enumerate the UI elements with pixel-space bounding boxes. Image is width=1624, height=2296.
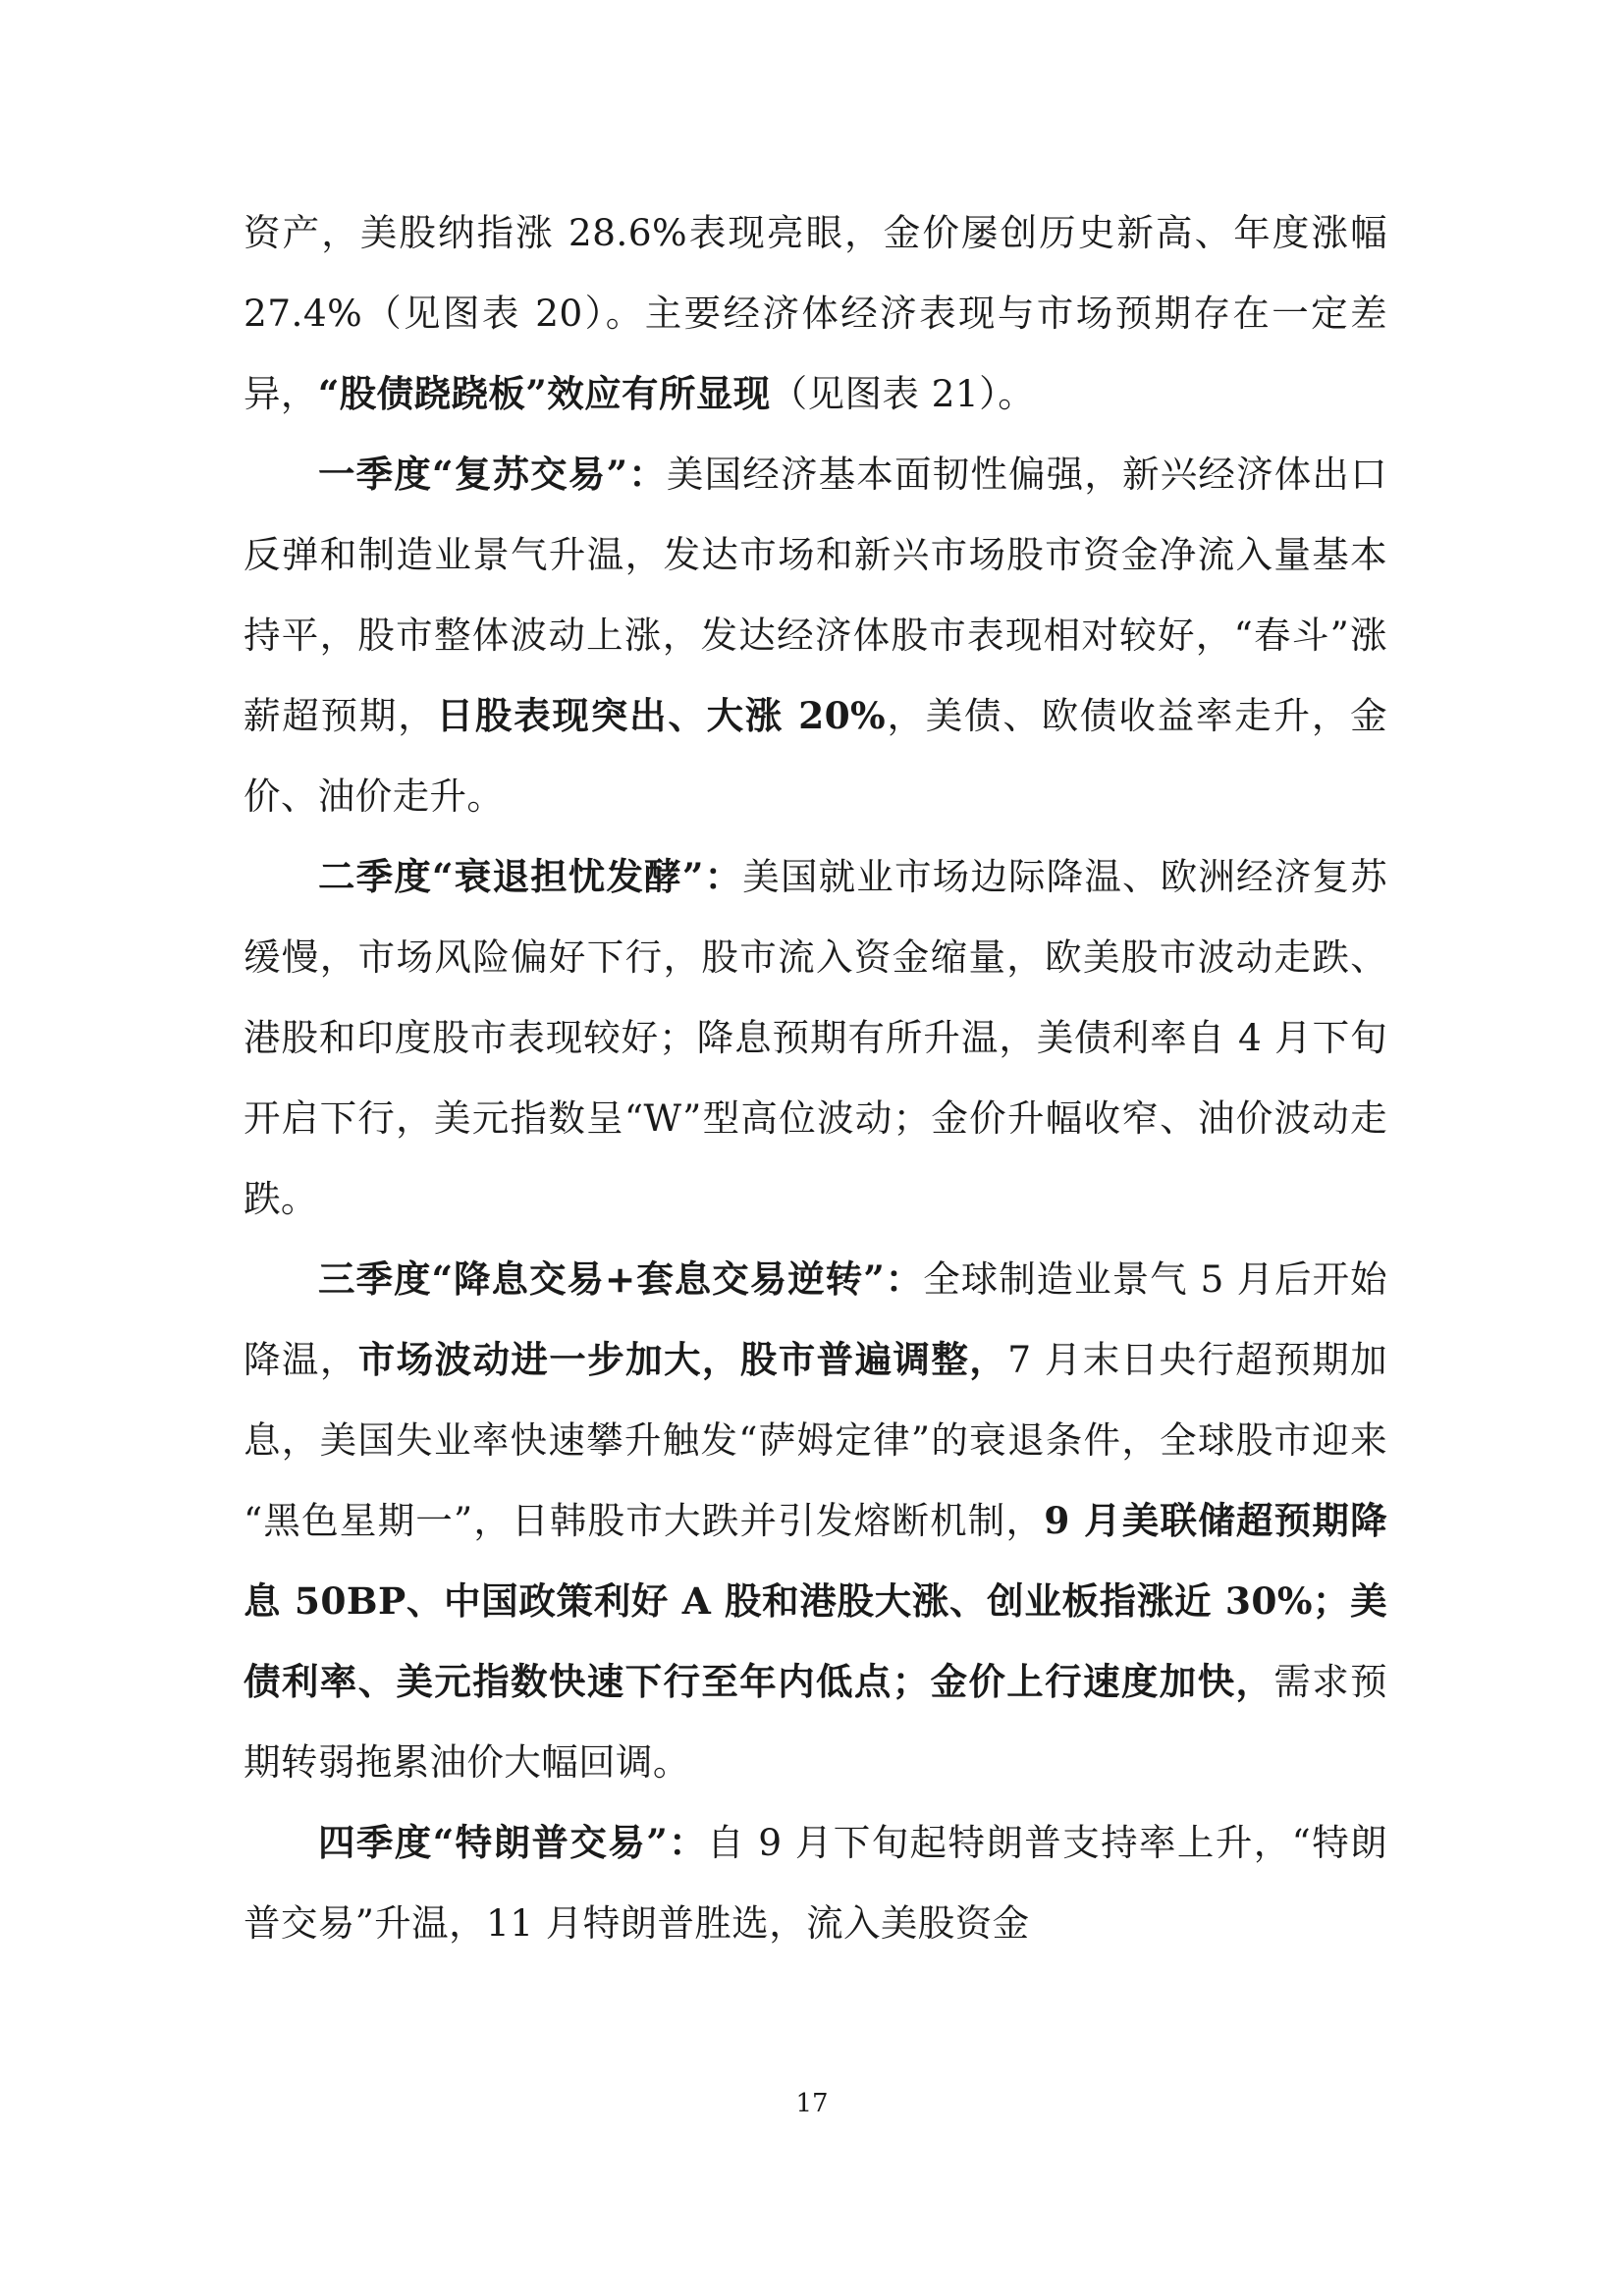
text-run: 资产，美股纳指涨 28.6%表现亮眼，金价屡创历史新高、年度涨幅 27.4%（见图表 20）。主要经济体经济表现与市场预期存在一定差异， — [244, 211, 1387, 415]
paragraph-para-4 — [244, 1239, 1387, 1802]
text-run: 7 月末日央行超预期加息，美国失业率快速攀升触发“萨姆定律”的衰退条件，全球股市迎来“黑色星期一”，日韩股市大跌并引发熔断机制， — [244, 1338, 1387, 1542]
paragraph-para-3 — [244, 836, 1387, 1239]
paragraph-para-1 — [244, 192, 1387, 434]
text-run-bold: 日股表现突出、大涨 20% — [436, 694, 887, 737]
text-run-bold: “股债跷跷板”效应有所显现 — [317, 372, 771, 415]
text-run: ，美债、欧债收益率走升，金价、油价走升。 — [244, 694, 1388, 818]
text-run-bold: 二季度“衰退担忧发酵”： — [318, 855, 743, 898]
page-body — [244, 192, 1387, 1963]
text-run-bold: 三季度“降息交易+套息交易逆转”： — [318, 1257, 924, 1301]
paragraph-para-5 — [244, 1802, 1387, 1963]
text-run: 全球制造业景气 5 月后开始降温， — [244, 1257, 1387, 1381]
text-run: 美国经济基本面韧性偏强，新兴经济体出口反弹和制造业景气升温，发达市场和新兴市场股市资金净流入量基本持平，股市整体波动上涨，发达经济体股市表现相对较好，“春斗”涨薪超预期， — [244, 453, 1388, 737]
text-run: 需求预期转弱拖累油价大幅回调。 — [244, 1660, 1387, 1784]
text-run: 自 9 月下旬起特朗普支持率上升，“特朗普交易”升温，11 月特朗普胜选，流入美股资金 — [244, 1821, 1387, 1945]
text-run: （见图表 21）。 — [770, 372, 1036, 415]
page-number: 17 — [795, 2089, 829, 2118]
text-run-bold: 一季度“复苏交易”： — [318, 453, 667, 496]
paragraph-para-2 — [244, 434, 1387, 836]
text-run-bold: 四季度“特朗普交易”： — [318, 1821, 708, 1864]
text-run-bold: 市场波动进一步加大，股市普遍调整， — [357, 1338, 1008, 1381]
text-run: 美国就业市场边际降温、欧洲经济复苏缓慢，市场风险偏好下行，股市流入资金缩量，欧美股市波动走跌、港股和印度股市表现较好；降息预期有所升温，美债利率自 4 月下旬开启下行，美元指数呈“W”型高位波动；金价升幅收窄、油价波动走跌。 — [244, 855, 1387, 1220]
text-run-bold: 9 月美联储超预期降息 50BP、中国政策利好 A 股和港股大涨、创业板指涨近 30%；美债利率、美元指数快速下行至年内低点；金价上行速度加快， — [244, 1499, 1388, 1703]
